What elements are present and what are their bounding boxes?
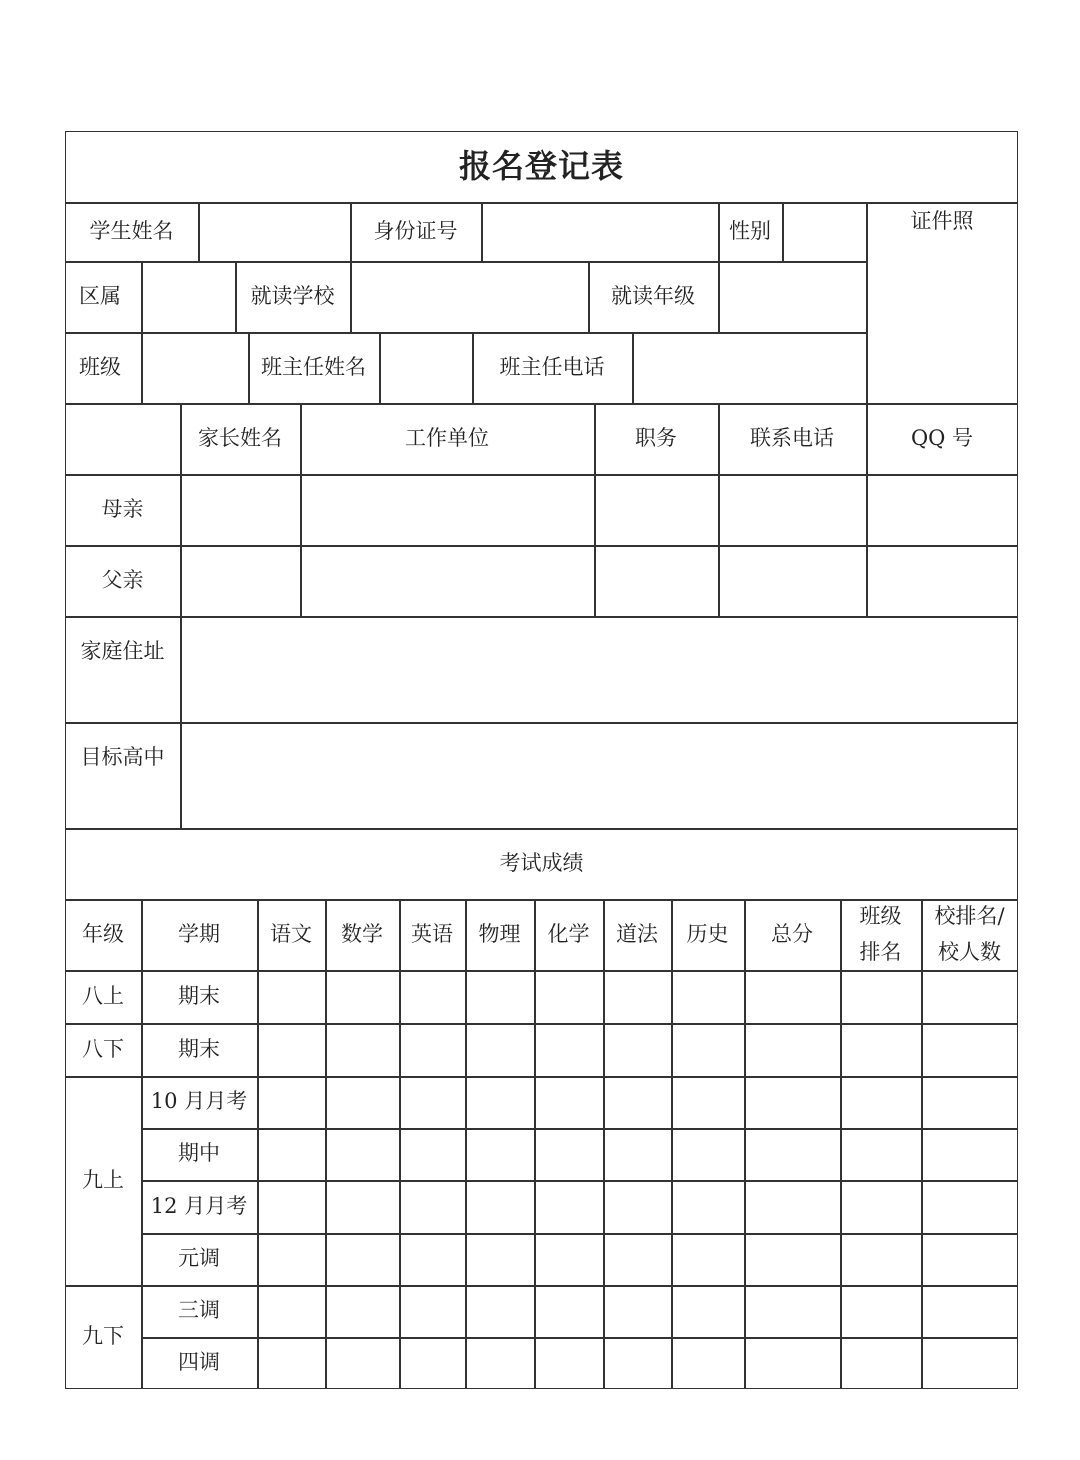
phone-header: 联系电话 bbox=[750, 425, 834, 450]
term-label: 10 月月考 bbox=[150, 1089, 248, 1114]
rule bbox=[399, 899, 401, 1389]
rule bbox=[141, 1128, 1018, 1130]
school-rank-column-header: 校排名/ 校人数 bbox=[934, 903, 1005, 964]
gender-label: 性别 bbox=[729, 218, 771, 243]
history-column-header: 历史 bbox=[686, 921, 729, 946]
class-rank-column-header: 班级 排名 bbox=[859, 903, 902, 964]
father-work-field[interactable] bbox=[300, 545, 594, 616]
target-school-label: 目标高中 bbox=[80, 745, 165, 769]
rule bbox=[671, 899, 673, 1389]
head-teacher-name-field[interactable] bbox=[379, 332, 472, 403]
term-label: 元调 bbox=[178, 1246, 220, 1271]
id-number-field[interactable] bbox=[481, 202, 718, 261]
rule bbox=[465, 899, 467, 1389]
mother-work-field[interactable] bbox=[300, 474, 594, 545]
mother-label: 母亲 bbox=[101, 496, 144, 521]
grade-8a-label: 八上 bbox=[82, 983, 124, 1008]
gender-field[interactable] bbox=[782, 202, 866, 261]
id-number-label: 身份证号 bbox=[373, 218, 458, 243]
address-field[interactable] bbox=[180, 616, 1018, 722]
rule bbox=[603, 899, 605, 1389]
work-unit-header: 工作单位 bbox=[405, 425, 489, 450]
term-label: 四调 bbox=[178, 1350, 220, 1375]
class-label: 班级 bbox=[79, 354, 121, 379]
head-teacher-phone-field[interactable] bbox=[632, 332, 866, 403]
math-column-header: 数学 bbox=[341, 921, 383, 946]
district-field[interactable] bbox=[141, 261, 235, 332]
grade-label: 就读年级 bbox=[611, 283, 695, 308]
student-name-field[interactable] bbox=[198, 202, 350, 261]
scores-section-title: 考试成绩 bbox=[499, 850, 584, 875]
mother-position-field[interactable] bbox=[594, 474, 718, 545]
chinese-column-header: 语文 bbox=[270, 921, 312, 946]
rule bbox=[744, 899, 746, 1389]
physics-column-header: 物理 bbox=[478, 921, 521, 946]
rule bbox=[141, 1337, 1018, 1339]
rule bbox=[325, 899, 327, 1389]
term-label: 期中 bbox=[178, 1141, 220, 1166]
mother-name-field[interactable] bbox=[180, 474, 300, 545]
head-teacher-name-label: 班主任姓名 bbox=[261, 354, 366, 379]
father-phone-field[interactable] bbox=[718, 545, 866, 616]
grade-field[interactable] bbox=[718, 261, 866, 332]
rule bbox=[141, 1233, 1018, 1235]
father-label: 父亲 bbox=[101, 567, 144, 592]
total-column-header: 总分 bbox=[771, 921, 813, 946]
term-label: 三调 bbox=[178, 1298, 220, 1323]
term-label: 期末 bbox=[178, 1036, 220, 1061]
photo-label: 证件照 bbox=[910, 209, 974, 233]
grade-9b-label: 九下 bbox=[82, 1324, 124, 1349]
class-field[interactable] bbox=[141, 332, 248, 403]
morality-law-column-header: 道法 bbox=[616, 921, 658, 946]
qq-header: QQ 号 bbox=[910, 425, 974, 450]
district-label: 区属 bbox=[79, 283, 121, 308]
grade-9a-label: 九上 bbox=[82, 1167, 124, 1192]
grade-8b-label: 八下 bbox=[82, 1036, 124, 1061]
rule bbox=[141, 1180, 1018, 1182]
english-column-header: 英语 bbox=[411, 921, 453, 946]
position-header: 职务 bbox=[635, 425, 677, 450]
chemistry-column-header: 化学 bbox=[547, 921, 590, 946]
address-label: 家庭住址 bbox=[80, 639, 165, 663]
grade-column-header: 年级 bbox=[82, 921, 124, 946]
rule bbox=[257, 899, 259, 1389]
form-title: 报名登记表 bbox=[458, 147, 624, 186]
student-name-label: 学生姓名 bbox=[89, 218, 174, 243]
father-name-field[interactable] bbox=[180, 545, 300, 616]
parent-name-header: 家长姓名 bbox=[198, 425, 282, 450]
school-field[interactable] bbox=[350, 261, 588, 332]
term-label: 12 月月考 bbox=[150, 1193, 248, 1218]
rule bbox=[534, 899, 536, 1389]
target-school-field[interactable] bbox=[180, 722, 1018, 828]
term-label: 期末 bbox=[178, 983, 220, 1008]
father-qq-field[interactable] bbox=[866, 545, 1018, 616]
parents-header-blank bbox=[65, 403, 180, 474]
rule bbox=[840, 899, 842, 1389]
mother-qq-field[interactable] bbox=[866, 474, 1018, 545]
photo-box[interactable] bbox=[866, 202, 1018, 403]
mother-phone-field[interactable] bbox=[718, 474, 866, 545]
father-position-field[interactable] bbox=[594, 545, 718, 616]
school-label: 就读学校 bbox=[250, 283, 335, 308]
rule bbox=[921, 899, 923, 1389]
head-teacher-phone-label: 班主任电话 bbox=[499, 354, 605, 379]
term-column-header: 学期 bbox=[178, 921, 220, 946]
